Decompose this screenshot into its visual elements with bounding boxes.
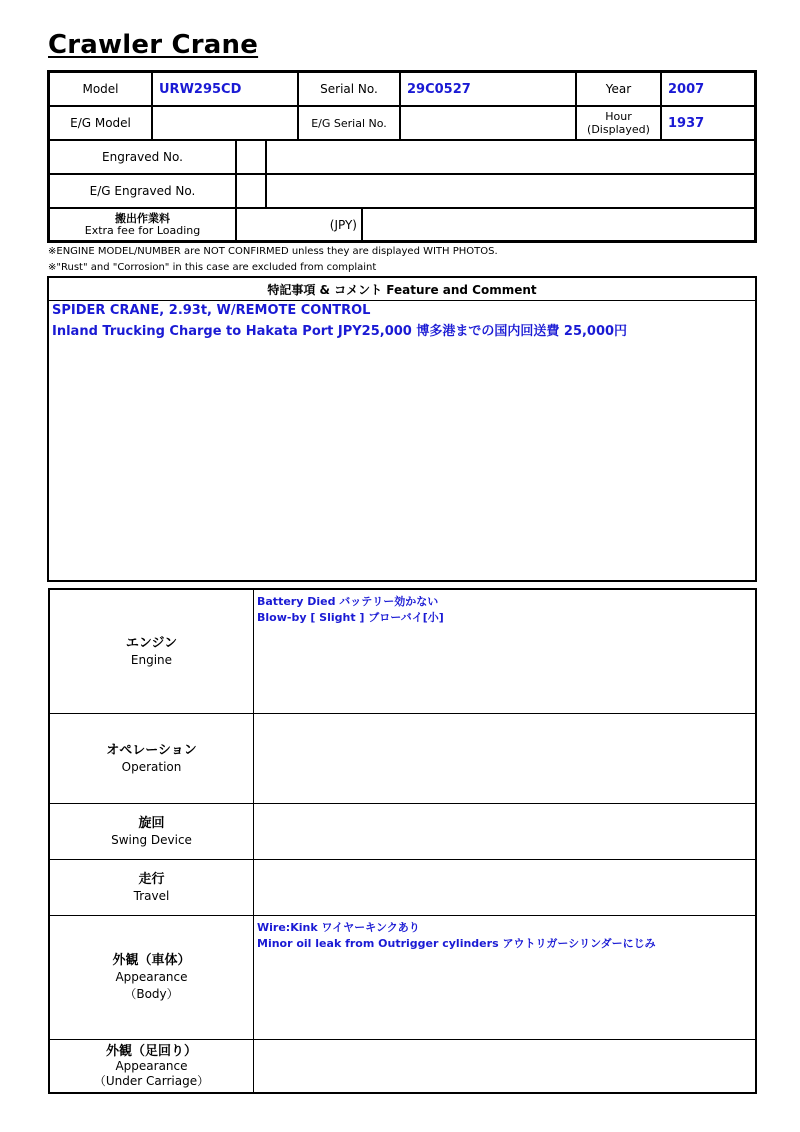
engraved-check-cell	[236, 140, 266, 174]
loading-fee-currency: (JPY)	[236, 208, 362, 241]
hour-label	[576, 106, 661, 140]
inspection-row-travel	[50, 860, 755, 916]
row-label-jp: 旋回	[138, 815, 165, 831]
serial-label: Serial No.	[298, 72, 400, 106]
row-label	[50, 714, 254, 803]
hour-label-line2: (Displayed)	[587, 123, 650, 136]
row-label-en: Engine	[130, 652, 173, 667]
year-label: Year	[576, 72, 661, 106]
row-label-en: Travel	[133, 888, 170, 903]
serial-value: 29C0527	[400, 72, 576, 106]
row-label	[50, 590, 254, 713]
page-title: Crawler Crane	[48, 30, 259, 60]
row-note: Battery Died バッテリー効かない	[257, 595, 439, 608]
spec-table	[47, 70, 757, 243]
model-value: URW295CD	[152, 72, 298, 106]
engraved-value	[266, 140, 755, 174]
comment-line-2: Inland Trucking Charge to Hakata Port JPY25,000 博多港までの国内回送費 25,000円	[52, 324, 628, 339]
row-label-jp: オペレーション	[106, 742, 197, 758]
row-label-jp: 外観（車体）	[112, 953, 191, 968]
row-label-en-sub: （Body）	[124, 987, 179, 1001]
loading-fee-label-jp: 搬出作業料	[115, 211, 170, 225]
row-label-en: Swing Device	[111, 832, 192, 847]
comment-line-1: SPIDER CRANE, 2.93t, W/REMOTE CONTROL	[52, 303, 371, 318]
year-value: 2007	[661, 72, 755, 106]
inspection-row-engine	[50, 590, 755, 714]
eg-model-label: E/G Model	[49, 106, 152, 140]
loading-fee-label-en: Extra fee for Loading	[84, 223, 201, 237]
eg-serial-label: E/G Serial No.	[298, 106, 400, 140]
loading-fee-label	[49, 208, 236, 241]
model-label: Model	[49, 72, 152, 106]
eg-serial-value	[400, 106, 576, 140]
row-label-en: Appearance	[115, 970, 188, 984]
row-note: Wire:Kink ワイヤーキンクあり	[257, 921, 420, 934]
row-label-jp: 走行	[138, 871, 165, 887]
row-notes	[257, 594, 444, 626]
row-label-jp: 外観（足回り）	[105, 1043, 197, 1059]
row-label-en: Appearance	[115, 1058, 188, 1073]
row-notes	[257, 920, 656, 952]
inspection-row-appearance-undercarriage	[50, 1040, 755, 1092]
feature-comment-header: 特記事項 & コメント Feature and Comment	[49, 278, 755, 301]
row-label	[50, 1040, 254, 1092]
inspection-row-swing	[50, 804, 755, 860]
note-engine-confirmation: ※ENGINE MODEL/NUMBER are NOT CONFIRMED unless they are displayed WITH PHOTOS.	[48, 246, 498, 257]
eg-engraved-label: E/G Engraved No.	[49, 174, 236, 208]
eg-engraved-check-cell	[236, 174, 266, 208]
eg-engraved-value	[266, 174, 755, 208]
row-note: Blow-by [ Slight ] ブローバイ[小]	[257, 611, 444, 624]
hour-value: 1937	[661, 106, 755, 140]
note-rust-exclusion: ※"Rust" and "Corrosion" in this case are excluded from complaint	[48, 262, 377, 273]
inspection-row-operation	[50, 714, 755, 804]
row-label	[50, 804, 254, 859]
row-label-en: Operation	[121, 759, 182, 774]
row-label-jp: エンジン	[125, 635, 178, 651]
feature-comment-box	[47, 276, 757, 582]
hour-label-line1: Hour	[605, 110, 632, 123]
inspection-row-appearance-body	[50, 916, 755, 1040]
row-note: Minor oil leak from Outrigger cylinders アウトリガーシリンダーにじみ	[257, 937, 656, 950]
row-label	[50, 916, 254, 1039]
row-label-en-sub: （Under Carriage）	[93, 1073, 210, 1088]
row-label	[50, 860, 254, 915]
loading-fee-value	[362, 208, 755, 241]
inspection-table	[48, 588, 757, 1094]
eg-model-value	[152, 106, 298, 140]
engraved-label: Engraved No.	[49, 140, 236, 174]
